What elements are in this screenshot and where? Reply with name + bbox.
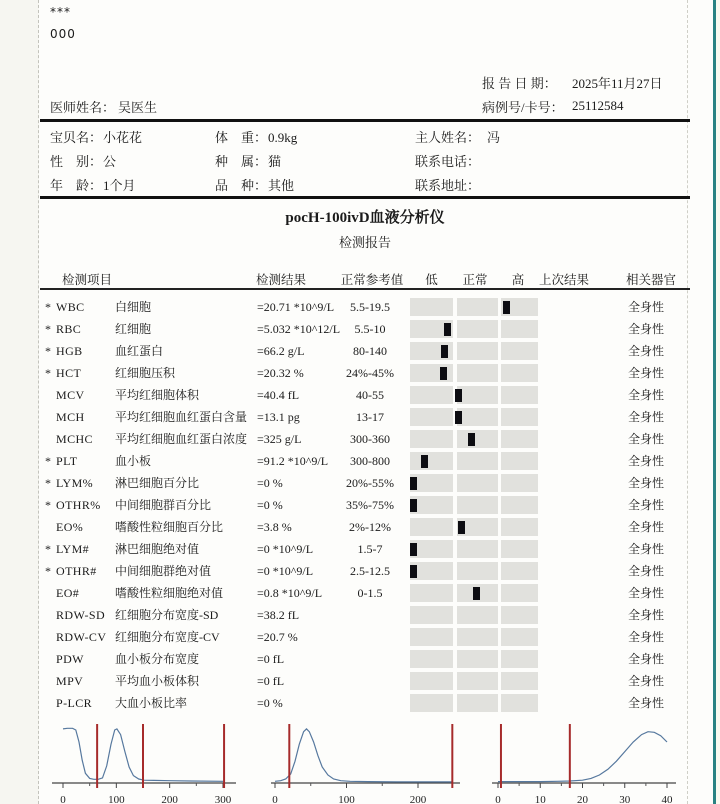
reference-range: [330, 670, 410, 692]
normal-zone-cell: [457, 298, 498, 316]
related-organ: 全身性: [628, 564, 665, 578]
normal-zone-cell: [457, 364, 498, 382]
reference-range: 20%-55%: [346, 476, 394, 490]
result-marker: [421, 455, 428, 468]
abnormal-flag: [45, 648, 55, 670]
high-zone-cell: [501, 606, 538, 624]
patient-field-value: 0.9kg: [268, 130, 298, 145]
test-code: MCHC: [56, 432, 93, 446]
related-organ: 全身性: [628, 432, 665, 446]
reference-range: 0-1.5: [357, 586, 383, 600]
last-result: [540, 604, 600, 626]
abnormal-flag: [45, 516, 55, 538]
test-code: LYM%: [56, 476, 94, 490]
abnormal-flag: [45, 582, 55, 604]
test-code: MCH: [56, 410, 85, 424]
reference-range: 300-360: [350, 432, 390, 446]
patient-field-value: 1个月: [103, 178, 136, 193]
range-indicator-band: [410, 628, 538, 646]
patient-info-block: [40, 127, 690, 197]
reference-range: [330, 648, 410, 670]
case-no-value: 25112584: [572, 98, 624, 113]
abnormal-flag: *: [45, 498, 51, 512]
x-tick-label: 200: [409, 794, 427, 804]
test-code: EO#: [56, 586, 80, 600]
test-code: PDW: [56, 652, 84, 666]
result-marker: [441, 345, 448, 358]
table-row: [0, 450, 720, 472]
patient-field-label: 联系电话：: [415, 154, 481, 169]
x-tick-label: 0: [272, 794, 278, 804]
test-result: =5.032 *10^12/L: [257, 322, 341, 336]
column-header: 正常: [462, 273, 488, 287]
test-name: 红细胞分布宽度-CV: [115, 630, 220, 644]
x-tick-label: 0: [495, 794, 501, 804]
last-result: [540, 472, 600, 494]
patient-field: [415, 175, 487, 194]
reference-range: 40-55: [356, 388, 384, 402]
range-indicator-band: [410, 650, 538, 668]
patient-field-value: 公: [103, 154, 117, 169]
patient-field-label: 品 种：: [215, 178, 268, 193]
range-indicator-band: [410, 518, 538, 536]
normal-zone-cell: [457, 496, 498, 514]
patient-field-label: 体 重：: [215, 130, 268, 145]
report-date-label: 报 告 日 期：: [482, 76, 557, 91]
patient-field-label: 宝贝名：: [50, 130, 103, 145]
x-tick-label: 100: [338, 794, 355, 804]
last-result: [540, 318, 600, 340]
distribution-curve: [498, 732, 667, 782]
related-organ: 全身性: [628, 630, 665, 644]
test-result: =13.1 pg: [257, 410, 300, 424]
test-name: 中间细胞群百分比: [115, 498, 212, 512]
last-result: [540, 626, 600, 648]
related-organ: 全身性: [628, 608, 665, 622]
table-row: [0, 582, 720, 604]
test-result: =0 *10^9/L: [257, 542, 314, 556]
x-tick-label: 10: [534, 794, 546, 804]
normal-zone-cell: [457, 694, 498, 712]
low-zone-cell: [410, 452, 453, 470]
normal-zone-cell: [457, 672, 498, 690]
result-marker: [473, 587, 480, 600]
abnormal-flag: *: [45, 564, 51, 578]
test-result: =20.7 %: [257, 630, 298, 644]
low-zone-cell: [410, 430, 453, 448]
abnormal-flag: [45, 428, 55, 450]
last-result: [540, 362, 600, 384]
normal-zone-cell: [457, 474, 498, 492]
normal-zone-cell: [457, 430, 498, 448]
patient-field-value: 冯: [487, 130, 501, 145]
reference-range: 5.5-10: [354, 322, 386, 336]
table-row: [0, 384, 720, 406]
histograms-panel: [0, 712, 720, 804]
low-zone-cell: [410, 672, 453, 690]
low-zone-cell: [410, 694, 453, 712]
high-zone-cell: [501, 584, 538, 602]
last-result: [540, 648, 600, 670]
column-header: 检测项目: [62, 273, 113, 287]
normal-zone-cell: [457, 452, 498, 470]
test-result: =0 fL: [257, 674, 285, 688]
related-organ: 全身性: [628, 454, 665, 468]
abnormal-flag: *: [45, 300, 51, 314]
last-result: [540, 494, 600, 516]
distribution-curve: [275, 729, 452, 782]
abnormal-flag: [45, 670, 55, 692]
table-row: [0, 472, 720, 494]
test-name: 平均红细胞血红蛋白含量: [115, 410, 248, 424]
result-marker: [410, 477, 417, 490]
related-organ: 全身性: [628, 652, 665, 666]
test-code: LYM#: [56, 542, 90, 556]
test-name: 平均红细胞体积: [115, 388, 200, 402]
x-tick-label: 20: [577, 794, 588, 804]
range-indicator-band: [410, 694, 538, 712]
high-zone-cell: [501, 408, 538, 426]
column-header: 高: [511, 273, 525, 287]
table-row: [0, 626, 720, 648]
patient-field: [415, 127, 500, 146]
reference-range: 24%-45%: [346, 366, 394, 380]
last-result: [540, 406, 600, 428]
reference-range: 300-800: [350, 454, 390, 468]
table-row: [0, 406, 720, 428]
doctor-name-value: 吴医生: [118, 100, 158, 115]
low-zone-cell: [410, 298, 453, 316]
low-zone-cell: [410, 628, 453, 646]
low-zone-cell: [410, 386, 453, 404]
test-code: EO%: [56, 520, 84, 534]
column-header: 正常参考值: [340, 273, 404, 287]
report-subtitle: 检测报告: [338, 235, 391, 250]
test-code: MPV: [56, 674, 84, 688]
normal-zone-cell: [457, 628, 498, 646]
reference-range: 1.5-7: [357, 542, 383, 556]
normal-zone-cell: [457, 540, 498, 558]
column-header: 相关器官: [625, 273, 676, 287]
rbc-histogram: [271, 724, 460, 804]
table-row: [0, 340, 720, 362]
range-indicator-band: [410, 606, 538, 624]
abnormal-flag: *: [45, 322, 51, 336]
patient-field: [215, 151, 281, 170]
last-result: [540, 450, 600, 472]
patient-field-label: 性 别：: [50, 154, 103, 169]
table-row: [0, 516, 720, 538]
test-name: 嗜酸性粒细胞百分比: [115, 520, 224, 534]
last-result: [540, 296, 600, 318]
test-name: 红细胞压积: [115, 366, 176, 380]
range-indicator-band: [410, 386, 538, 404]
related-organ: 全身性: [628, 476, 665, 490]
result-marker: [455, 411, 462, 424]
test-code: PLT: [56, 454, 78, 468]
patient-field: [215, 127, 297, 146]
column-header: 低: [425, 273, 438, 287]
column-header: 上次结果: [538, 273, 589, 287]
range-indicator-band: [410, 342, 538, 360]
abnormal-flag: [45, 384, 55, 406]
reference-range: 2.5-12.5: [350, 564, 390, 578]
related-organ: 全身性: [628, 542, 665, 556]
high-zone-cell: [501, 496, 538, 514]
test-name: 血红蛋白: [115, 344, 164, 358]
test-name: 平均红细胞血红蛋白浓度: [115, 432, 248, 446]
case-no-label: 病例号/卡号：: [482, 100, 564, 115]
reference-range: 2%-12%: [349, 520, 391, 534]
low-zone-cell: [410, 650, 453, 668]
reference-range: [330, 604, 410, 626]
range-indicator-band: [410, 430, 538, 448]
test-name: 血小板: [115, 454, 152, 468]
abnormal-flag: [45, 626, 55, 648]
test-code: WBC: [56, 300, 85, 314]
high-zone-cell: [501, 672, 538, 690]
result-marker: [410, 565, 417, 578]
doctor-name-label: 医师姓名：: [50, 100, 116, 115]
table-header-rule: [40, 288, 690, 290]
abnormal-flag: [45, 692, 55, 714]
result-marker: [410, 543, 417, 556]
divider-top: [40, 119, 690, 122]
range-indicator-band: [410, 320, 538, 338]
table-row: [0, 494, 720, 516]
test-name: 淋巴细胞百分比: [115, 476, 200, 490]
range-indicator-band: [410, 474, 538, 492]
last-result: [540, 670, 600, 692]
high-zone-cell: [501, 320, 538, 338]
test-name: 平均血小板体积: [115, 674, 200, 688]
related-organ: 全身性: [628, 366, 665, 380]
last-result: [540, 560, 600, 582]
test-name: 红细胞: [115, 322, 152, 336]
test-result: =0 %: [257, 696, 283, 710]
patient-field-value: 其他: [268, 178, 295, 193]
table-row: [0, 670, 720, 692]
low-zone-cell: [410, 606, 453, 624]
high-zone-cell: [501, 540, 538, 558]
table-row: [0, 538, 720, 560]
result-marker: [458, 521, 465, 534]
table-row: [0, 296, 720, 318]
test-result: =325 g/L: [257, 432, 302, 446]
high-zone-cell: [501, 364, 538, 382]
printer-mark-2: 000: [50, 27, 76, 41]
normal-zone-cell: [457, 320, 498, 338]
range-indicator-band: [410, 408, 538, 426]
printer-mark-1: ***: [50, 5, 71, 19]
high-zone-cell: [501, 474, 538, 492]
test-code: HGB: [56, 344, 83, 358]
high-zone-cell: [501, 628, 538, 646]
abnormal-flag: *: [45, 454, 51, 468]
test-name: 中间细胞群绝对值: [115, 564, 212, 578]
test-result: =20.71 *10^9/L: [257, 300, 335, 314]
abnormal-flag: *: [45, 366, 51, 380]
related-organ: 全身性: [628, 322, 665, 336]
test-code: RBC: [56, 322, 82, 336]
normal-zone-cell: [457, 342, 498, 360]
last-result: [540, 692, 600, 714]
high-zone-cell: [501, 386, 538, 404]
last-result: [540, 582, 600, 604]
test-result: =3.8 %: [257, 520, 292, 534]
range-indicator-band: [410, 496, 538, 514]
test-result: =0.8 *10^9/L: [257, 586, 323, 600]
last-result: [540, 538, 600, 560]
high-zone-cell: [501, 342, 538, 360]
test-result: =0 fL: [257, 652, 285, 666]
related-organ: 全身性: [628, 674, 665, 688]
test-code: RDW-SD: [56, 608, 106, 622]
test-result: =0 *10^9/L: [257, 564, 314, 578]
test-code: HCT: [56, 366, 82, 380]
table-row: [0, 428, 720, 450]
normal-zone-cell: [457, 650, 498, 668]
results-table-body: [0, 296, 720, 714]
test-name: 大血小板比率: [115, 696, 188, 710]
table-row: [0, 318, 720, 340]
test-code: RDW-CV: [56, 630, 107, 644]
test-result: =40.4 fL: [257, 388, 300, 402]
patient-field-label: 种 属：: [215, 154, 268, 169]
patient-field-value: 猫: [268, 154, 282, 169]
report-date-value: 2025年11月27日: [572, 76, 663, 91]
reference-range: 5.5-19.5: [350, 300, 390, 314]
reference-range: 35%-75%: [346, 498, 394, 512]
result-marker: [503, 301, 510, 314]
related-organ: 全身性: [628, 586, 665, 600]
low-zone-cell: [410, 518, 453, 536]
table-row: [0, 362, 720, 384]
test-result: =0 %: [257, 498, 283, 512]
high-zone-cell: [501, 518, 538, 536]
last-result: [540, 340, 600, 362]
patient-field: [50, 151, 116, 170]
normal-zone-cell: [457, 606, 498, 624]
related-organ: 全身性: [628, 344, 665, 358]
range-indicator-band: [410, 584, 538, 602]
x-tick-label: 100: [108, 794, 125, 804]
test-result: =38.2 fL: [257, 608, 300, 622]
range-indicator-band: [410, 562, 538, 580]
high-zone-cell: [501, 650, 538, 668]
x-tick-label: 200: [161, 794, 178, 804]
x-tick-label: 0: [60, 794, 66, 804]
test-code: OTHR%: [56, 498, 101, 512]
patient-field: [50, 175, 136, 194]
table-row: [0, 692, 720, 714]
reference-range: 80-140: [353, 344, 387, 358]
result-marker: [410, 499, 417, 512]
result-marker: [444, 323, 451, 336]
table-row: [0, 604, 720, 626]
test-code: P-LCR: [56, 696, 93, 710]
patient-field-label: 联系地址：: [415, 178, 481, 193]
high-zone-cell: [501, 430, 538, 448]
result-marker: [455, 389, 462, 402]
test-result: =91.2 *10^9/L: [257, 454, 329, 468]
table-row: [0, 560, 720, 582]
high-zone-cell: [501, 562, 538, 580]
normal-zone-cell: [457, 562, 498, 580]
test-name: 白细胞: [115, 300, 152, 314]
table-row: [0, 648, 720, 670]
column-header: 检测结果: [256, 273, 307, 287]
divider-patient: [40, 196, 690, 199]
result-marker: [468, 433, 475, 446]
test-result: =0 %: [257, 476, 283, 490]
related-organ: 全身性: [628, 410, 665, 424]
patient-field-label: 年 龄：: [50, 178, 103, 193]
test-result: =20.32 %: [257, 366, 304, 380]
related-organ: 全身性: [628, 388, 665, 402]
related-organ: 全身性: [628, 520, 665, 534]
abnormal-flag: [45, 604, 55, 626]
related-organ: 全身性: [628, 696, 665, 710]
high-zone-cell: [501, 452, 538, 470]
abnormal-flag: [45, 406, 55, 428]
related-organ: 全身性: [628, 498, 665, 512]
patient-field-label: 主人姓名：: [415, 130, 481, 145]
test-name: 嗜酸性粒细胞绝对值: [115, 586, 224, 600]
last-result: [540, 384, 600, 406]
test-code: MCV: [56, 388, 85, 402]
patient-field: [50, 127, 142, 146]
result-marker: [440, 367, 447, 380]
reference-range: [330, 692, 410, 714]
test-name: 血小板分布宽度: [115, 652, 200, 666]
test-result: =66.2 g/L: [257, 344, 305, 358]
reference-range: 13-17: [356, 410, 384, 424]
normal-zone-cell: [457, 408, 498, 426]
low-zone-cell: [410, 584, 453, 602]
test-code: OTHR#: [56, 564, 97, 578]
range-indicator-band: [410, 452, 538, 470]
abnormal-flag: *: [45, 344, 51, 358]
wbc-histogram: [52, 724, 236, 804]
report-title: pocH-100ivD血液分析仪: [285, 210, 445, 226]
related-organ: 全身性: [628, 300, 665, 314]
range-indicator-band: [410, 540, 538, 558]
test-name: 淋巴细胞绝对值: [115, 542, 200, 556]
range-indicator-band: [410, 672, 538, 690]
plt-histogram: [492, 724, 676, 804]
x-tick-label: 40: [661, 794, 673, 804]
low-zone-cell: [410, 408, 453, 426]
range-indicator-band: [410, 364, 538, 382]
range-indicator-band: [410, 298, 538, 316]
patient-field: [215, 175, 294, 194]
abnormal-flag: *: [45, 542, 51, 556]
patient-field-value: 小花花: [103, 130, 143, 145]
last-result: [540, 428, 600, 450]
x-tick-label: 300: [214, 794, 232, 804]
reference-range: [330, 626, 410, 648]
abnormal-flag: *: [45, 476, 51, 490]
test-name: 红细胞分布宽度-SD: [115, 608, 219, 622]
last-result: [540, 516, 600, 538]
high-zone-cell: [501, 694, 538, 712]
normal-zone-cell: [457, 386, 498, 404]
x-tick-label: 30: [619, 794, 631, 804]
patient-field: [415, 151, 487, 170]
